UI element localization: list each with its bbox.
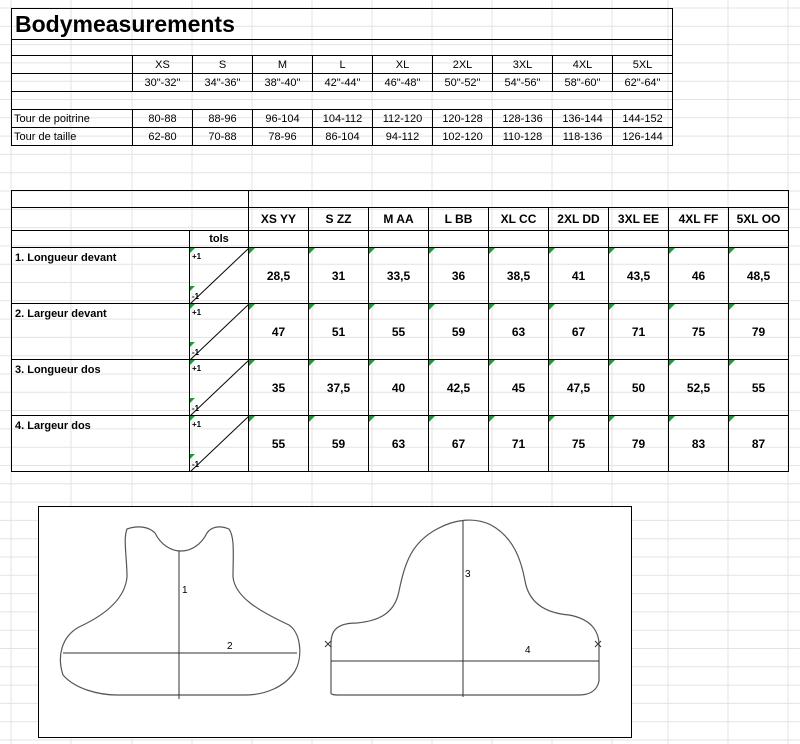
value-cell: 87 — [729, 416, 789, 472]
value-cell: 120-128 — [433, 110, 493, 128]
table-row — [12, 416, 789, 472]
measure-label-1: 1 — [182, 585, 188, 596]
table-row — [12, 110, 673, 128]
size-cell: XS — [133, 56, 193, 74]
value-cell: 79 — [609, 416, 669, 472]
garment-diagram — [38, 506, 632, 738]
value-cell: 59 — [309, 416, 369, 472]
value-cell: 96-104 — [253, 110, 313, 128]
row-label: 1. Longueur devant — [12, 248, 190, 304]
row-label: Tour de poitrine — [12, 110, 133, 128]
row-label: Tour de taille — [12, 128, 133, 146]
tolerance-cell — [190, 304, 249, 360]
tol-plus: +1 — [192, 420, 202, 429]
measure-label-4: 4 — [525, 645, 531, 656]
tol-minus: -1 — [192, 292, 200, 301]
body-measurements-table — [11, 8, 673, 146]
size-cell: M — [253, 56, 313, 74]
value-cell: 55 — [249, 416, 309, 472]
value-cell: 70-88 — [193, 128, 253, 146]
value-cell: 71 — [489, 416, 549, 472]
garment-measurements-table — [11, 190, 789, 472]
size-cell: 2XL — [433, 56, 493, 74]
value-cell: 104-112 — [313, 110, 373, 128]
size-cell: XL CC — [489, 208, 549, 231]
value-cell: 45 — [489, 360, 549, 416]
table-row — [12, 304, 789, 360]
inch-cell: 46"-48" — [373, 74, 433, 92]
value-cell: 35 — [249, 360, 309, 416]
tolerance-cell — [190, 360, 249, 416]
value-cell: 28,5 — [249, 248, 309, 304]
value-cell: 136-144 — [553, 110, 613, 128]
table-row — [12, 360, 789, 416]
value-cell: 51 — [309, 304, 369, 360]
cross-mark-icon — [325, 641, 331, 647]
tolerance-cell — [190, 416, 249, 472]
size-cell: 2XL DD — [549, 208, 609, 231]
value-cell: 40 — [369, 360, 429, 416]
size-cell: M AA — [369, 208, 429, 231]
value-cell: 83 — [669, 416, 729, 472]
value-cell: 63 — [489, 304, 549, 360]
value-cell: 55 — [729, 360, 789, 416]
page-title: Bodymeasurements — [12, 9, 673, 40]
inch-cell: 58"-60" — [553, 74, 613, 92]
row-label: 4. Largeur dos — [12, 416, 190, 472]
inch-cell: 62"-64" — [613, 74, 673, 92]
tols-label: tols — [190, 231, 249, 248]
size-cell: 5XL OO — [729, 208, 789, 231]
table-row — [12, 128, 673, 146]
value-cell: 63 — [369, 416, 429, 472]
inch-cell: 38"-40" — [253, 74, 313, 92]
inch-cell: 30"-32" — [133, 74, 193, 92]
value-cell: 52,5 — [669, 360, 729, 416]
value-cell: 48,5 — [729, 248, 789, 304]
value-cell: 36 — [429, 248, 489, 304]
size-cell: L — [313, 56, 373, 74]
value-cell: 46 — [669, 248, 729, 304]
value-cell: 80-88 — [133, 110, 193, 128]
value-cell: 102-120 — [433, 128, 493, 146]
value-cell: 31 — [309, 248, 369, 304]
size-header-row — [12, 56, 673, 74]
value-cell: 47,5 — [549, 360, 609, 416]
size-cell: 4XL FF — [669, 208, 729, 231]
value-cell: 88-96 — [193, 110, 253, 128]
front-panel-outline — [60, 527, 299, 695]
tol-minus: -1 — [192, 348, 200, 357]
value-cell: 50 — [609, 360, 669, 416]
value-cell: 38,5 — [489, 248, 549, 304]
value-cell: 110-128 — [493, 128, 553, 146]
value-cell: 75 — [669, 304, 729, 360]
value-cell: 94-112 — [373, 128, 433, 146]
size-cell: XL — [373, 56, 433, 74]
tol-plus: +1 — [192, 308, 202, 317]
value-cell: 47 — [249, 304, 309, 360]
inch-row — [12, 74, 673, 92]
table-row — [12, 248, 789, 304]
value-cell: 144-152 — [613, 110, 673, 128]
size-cell: 4XL — [553, 56, 613, 74]
inch-cell: 34"-36" — [193, 74, 253, 92]
value-cell: 78-96 — [253, 128, 313, 146]
value-cell: 41 — [549, 248, 609, 304]
size-cell: 3XL EE — [609, 208, 669, 231]
tolerance-cell — [190, 248, 249, 304]
value-cell: 42,5 — [429, 360, 489, 416]
value-cell: 86-104 — [313, 128, 373, 146]
value-cell: 118-136 — [553, 128, 613, 146]
tol-plus: +1 — [192, 252, 202, 261]
tol-plus: +1 — [192, 364, 202, 373]
value-cell: 126-144 — [613, 128, 673, 146]
size-cell: XS YY — [249, 208, 309, 231]
value-cell: 75 — [549, 416, 609, 472]
value-cell: 33,5 — [369, 248, 429, 304]
size-cell: S ZZ — [309, 208, 369, 231]
inch-cell: 50"-52" — [433, 74, 493, 92]
tol-minus: -1 — [192, 460, 200, 469]
value-cell: 62-80 — [133, 128, 193, 146]
size-cell: S — [193, 56, 253, 74]
size-cell: 3XL — [493, 56, 553, 74]
value-cell: 43,5 — [609, 248, 669, 304]
size-cell: 5XL — [613, 56, 673, 74]
garment-sketch — [39, 507, 631, 737]
value-cell: 112-120 — [373, 110, 433, 128]
row-label: 3. Longueur dos — [12, 360, 190, 416]
value-cell: 59 — [429, 304, 489, 360]
back-panel-outline — [331, 520, 599, 695]
inch-cell: 42"-44" — [313, 74, 373, 92]
garment-size-header-row — [12, 208, 789, 231]
tol-minus: -1 — [192, 404, 200, 413]
value-cell: 55 — [369, 304, 429, 360]
measure-label-3: 3 — [465, 569, 471, 580]
value-cell: 67 — [549, 304, 609, 360]
value-cell: 79 — [729, 304, 789, 360]
value-cell: 37,5 — [309, 360, 369, 416]
row-label: 2. Largeur devant — [12, 304, 190, 360]
value-cell: 71 — [609, 304, 669, 360]
size-cell: L BB — [429, 208, 489, 231]
inch-cell: 54"-56" — [493, 74, 553, 92]
cross-mark-icon — [595, 641, 601, 647]
measure-label-2: 2 — [227, 641, 233, 652]
value-cell: 67 — [429, 416, 489, 472]
value-cell: 128-136 — [493, 110, 553, 128]
